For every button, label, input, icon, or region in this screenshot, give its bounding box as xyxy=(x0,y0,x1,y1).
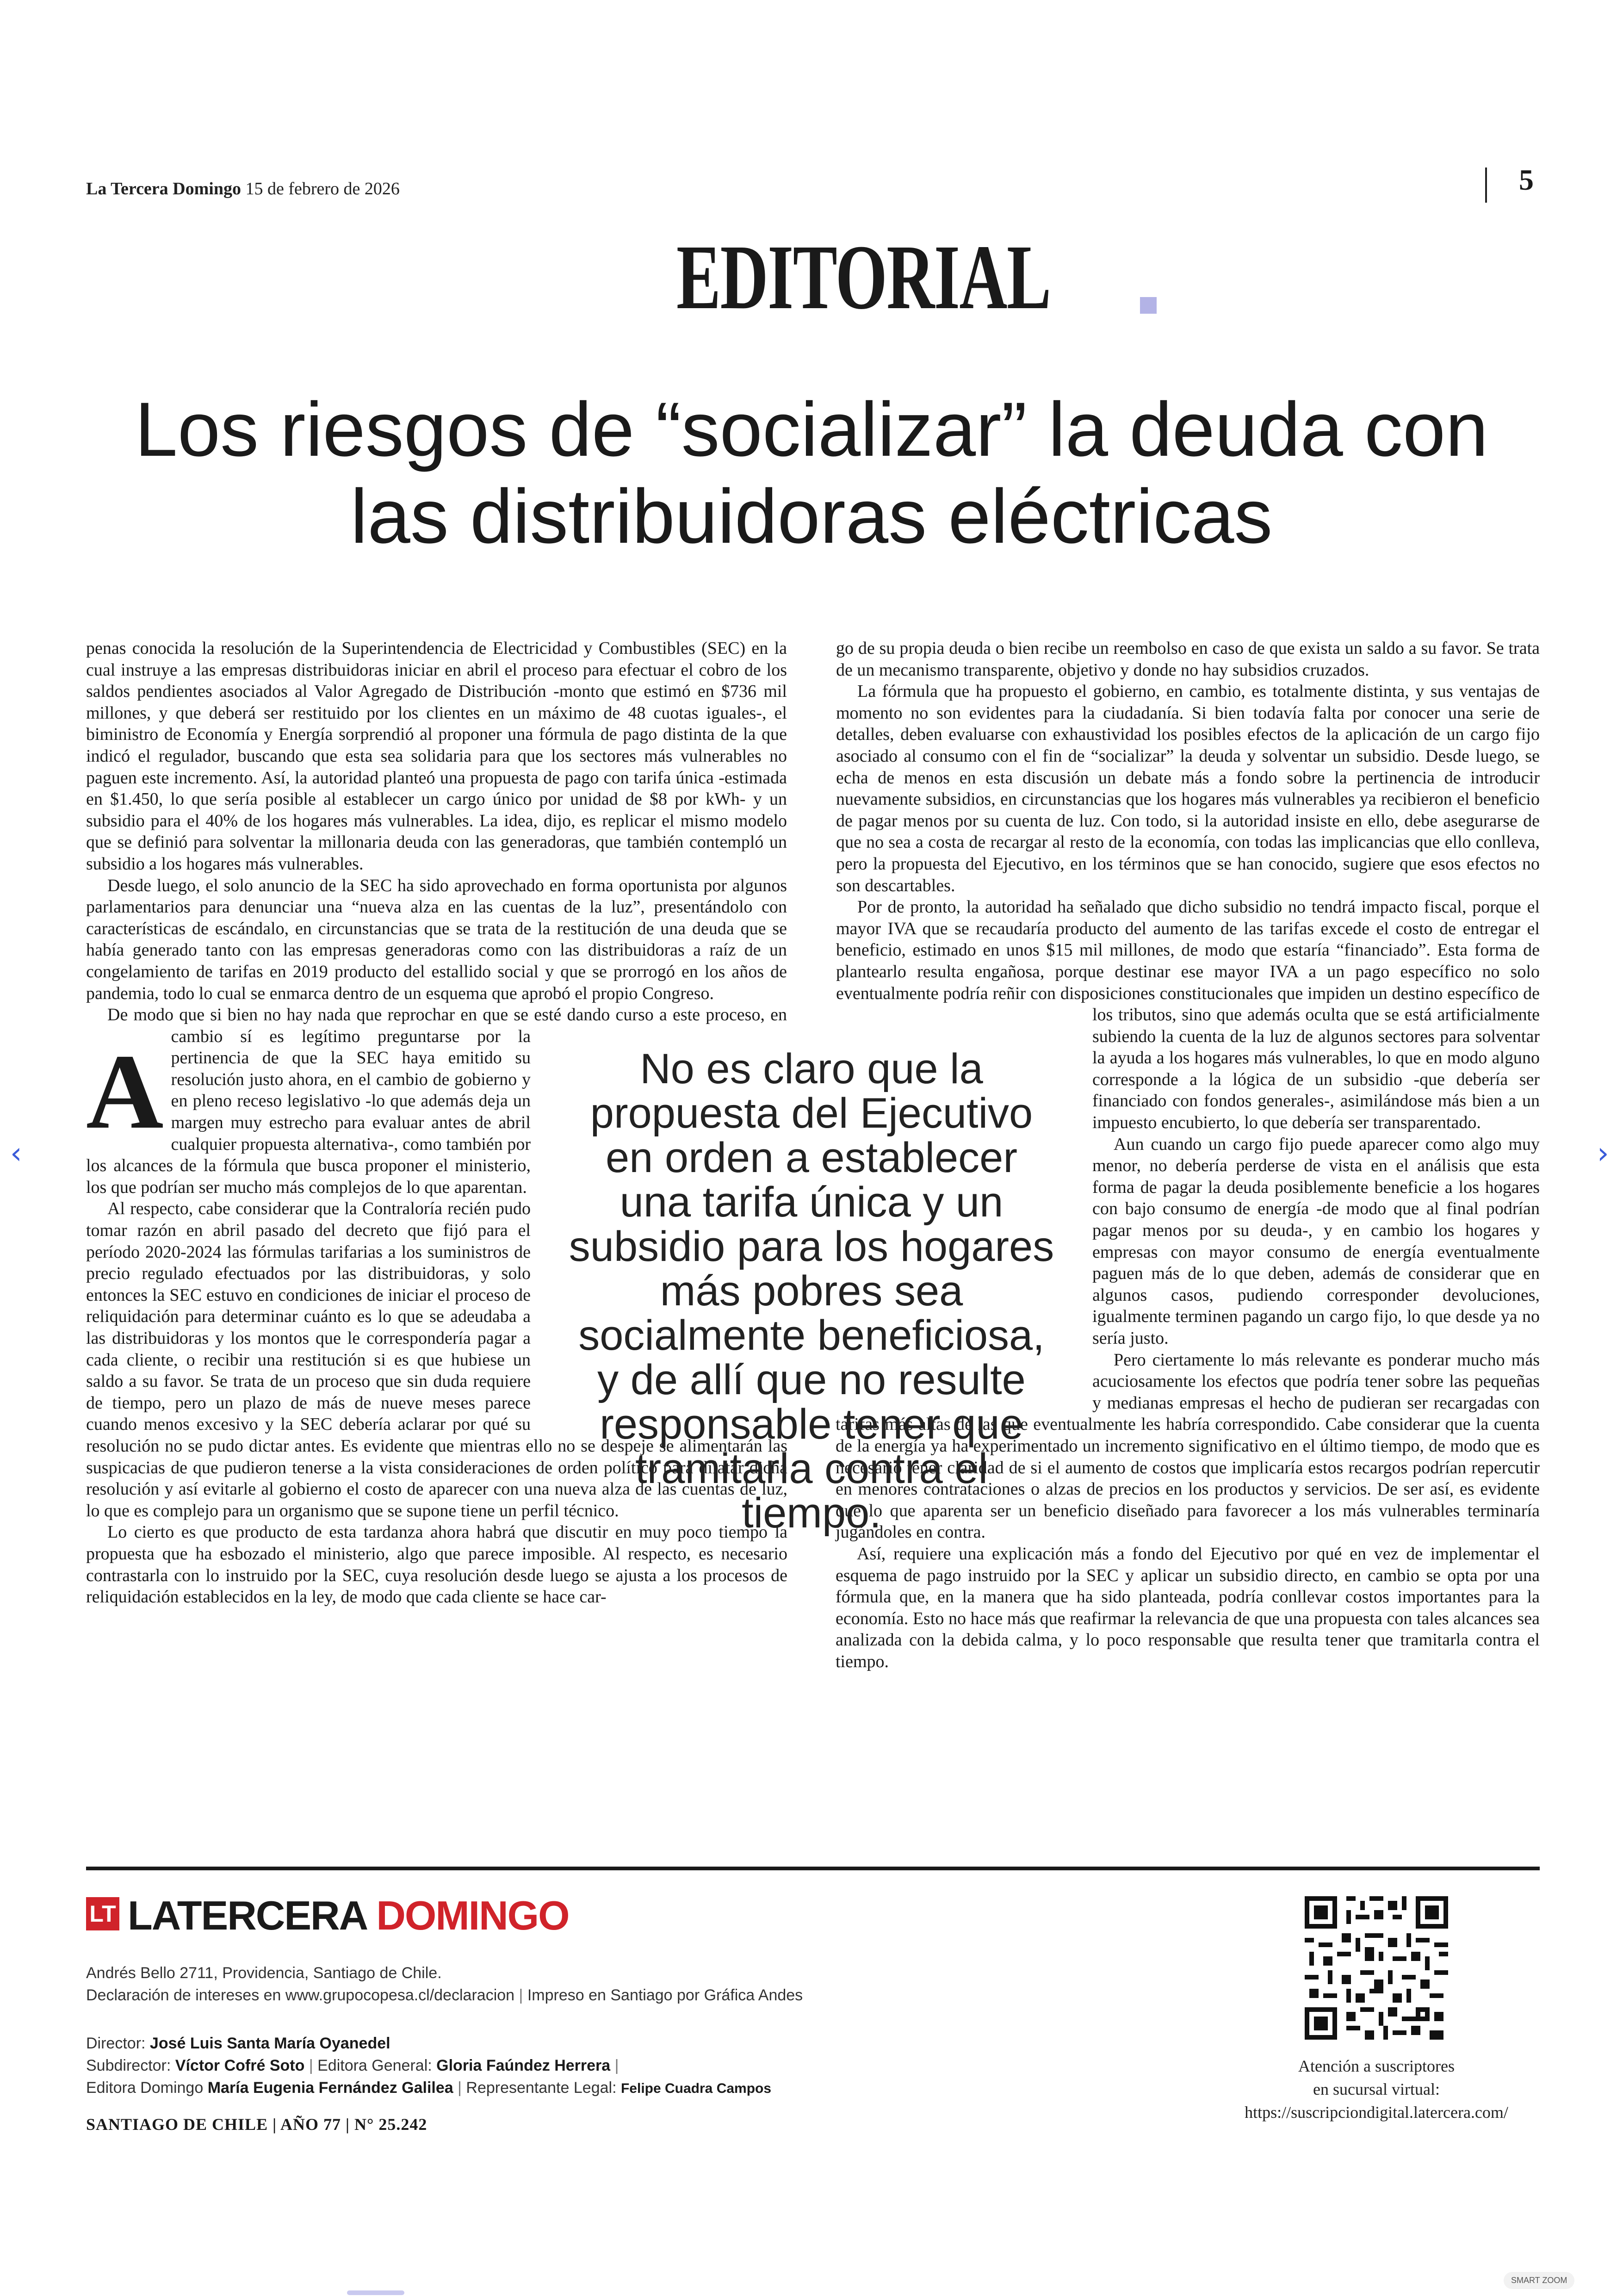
declaration-line: Declaración de intereses en www.grupocopesa.cl/declaracion | Impreso en Santiago por Gráfica Andes xyxy=(86,1986,803,2004)
qr-code-icon[interactable] xyxy=(1300,1892,1453,2044)
dropcap: A xyxy=(86,1032,164,1151)
section-title: EDITORIAL xyxy=(676,226,1051,329)
publication-name: La Tercera Domingo xyxy=(86,179,241,199)
editora-domingo-name: María Eugenia Fernández Galilea xyxy=(207,2079,453,2097)
paragraph: Pero ciertamente lo más relevante es ponderar mucho más acuciosamente los efectos que podría tener sobre las pequeñas y medianas empresas el hecho de pudieran ser recargadas con tarifas más altas de las que eventualmente les habría correspondido. Cabe considerar que la cuenta de la energía ya ha experimentado un incremento significativo en el último tiempo, de modo que es necesario tener claridad de si el aumento de costos que implicaría estos recargos podrían repercutir en menores contrataciones o alzas de precios en los productos y servicios. De ser así, es evidente que lo que aparenta ser un beneficio diseñado para favorecer a los más vulnerables terminaría jugándoles en contra. xyxy=(836,1350,1540,1542)
pull-quote: No es claro que la propuesta del Ejecutivo en orden a establecer una tarifa única y un subsidio para los hogares más pobres sea socialmente beneficiosa, y de allí que no resulte responsable tener que tramitarla contra el tiempo. xyxy=(569,1045,1054,1537)
editora-general-name: Gloria Faúndez Herrera xyxy=(436,2057,611,2074)
paragraph: Así, requiere una explicación más a fondo del Ejecutivo por qué en vez de implementar el esquema de pago instruido por la SEC y aplicar un subsidio directo, en cambio se opta por una fórmula que, en la manera que ha sido planteada, podría conllevar costos importantes para la economía. Esto no hace más que reafirmar la relevancia de que una propuesta con tales alcances sea analizada con la debida calma, y lo poco responsable que resulta tener que tramitarla contra el tiempo. xyxy=(836,1544,1540,1671)
director-line: Director: José Luis Santa María Oyanedel xyxy=(86,2035,390,2052)
headline xyxy=(86,386,1537,560)
small-marker-icon xyxy=(1140,297,1157,314)
headline-line-2: las distribuidoras eléctricas xyxy=(350,474,1273,559)
logo-wordmark-part-2: DOMINGO xyxy=(376,1893,569,1938)
logo-wordmark xyxy=(128,1893,569,1939)
header-divider xyxy=(1485,168,1487,203)
representante-name: Felipe Cuadra Campos xyxy=(620,2081,772,2096)
paragraph: De modo que si bien no hay nada que reprochar en que se esté dando curso a este proceso, en cambio sí es legítimo preguntarse por la pertinencia de que la SEC haya emitido su resolución justo ahora, en el cambio de gobierno y en pleno receso legislativo -lo que además deja un margen muy estrecho para evaluar antes de abril cualquier propuesta alternativa-, como también por los alcances de la fórmula que busca proponer el ministerio, los que podrían ser mucho más complejos de lo que aparentan. xyxy=(86,1005,787,1197)
footer-divider xyxy=(86,1867,1540,1870)
paragraph: penas conocida la resolución de la Superintendencia de Electricidad y Combustibles (SEC) en la cual instruye a las empresas distribuidoras iniciar en abril el proceso para efectuar el cobro de los saldos pendientes asociados al Valor Agregado de Distribución -monto que estimó en $736 mil millones, y que deberá ser restituido por los clientes en un máximo de 48 cuotas iguales-, el biministro de Economía y Energía sorprendió al proponer una fórmula de pago distinta de la que indicó el regulador, buscando que esta sea solidaria para que los sectores más vulnerables no paguen este incremento. Así, la autoridad planteó una propuesta de pago con tarifa única -estimada en $1.450, lo que sería posible al establecer un cargo único por unidad de $8 por kWh- y un subsidio para el 40% de los hogares más vulnerables. La idea, dijo, es replicar el mismo modelo que se definió para solventar la millonaria deuda con las generadoras, que también contempló un subsidio a los hogares más vulnerables. xyxy=(86,639,787,874)
editora-line: Editora Domingo María Eugenia Fernández Galilea | Representante Legal: Felipe Cuadra Campos xyxy=(86,2079,772,2097)
city-year-number: SANTIAGO DE CHILE | AÑO 77 | N° 25.242 xyxy=(86,2115,427,2134)
paragraph: Al respecto, cabe considerar que la Contraloría recién pudo tomar razón en abril pasado del decreto que fijó para el período 2020-2024 las fórmulas tarifarias a los suministros de precio regulado efectuados por las distribuidoras, y solo entonces la SEC estuvo en condiciones de iniciar el proceso de reliquidación para determinar cuánto es lo que se adeudaba a las distribuidoras y los montos que le correspondería pagar a cada cliente, o recibir una restitución si es que hubiese un saldo a su favor. Se trata de un proceso que sin duda requiere de tiempo, pero un plazo de más de nueve meses parece cuando menos excesivo y la SEC debería aclarar por qué su resolución no se pudo dictar antes. Es evidente que mientras ello no se despeje se alimentarán las suspicacias de que pudieron tenerse a la vista consideraciones de orden político para dilatar dicha resolución y así evitarle al gobierno el costo de aparecer con una nueva alza de las cuentas de luz, lo que es complejo para un organismo que se supone tiene un perfil técnico. xyxy=(86,1199,787,1520)
logo-wordmark-part-1: LATERCERA xyxy=(128,1893,366,1938)
paragraph: Lo cierto es que producto de esta tardanza ahora habrá que discutir en muy poco tiempo la propuesta que ha esbozado el ministerio, algo que parece imposible. Al respecto, es necesario contrastarla con lo instruido por la SEC, cuya resolución desde luego se ajusta a los procesos de reliquidación establecidos en la ley, de modo que cada cliente se hace car- xyxy=(86,1522,787,1607)
paragraph: Por de pronto, la autoridad ha señalado que dicho subsidio no tendrá impacto fiscal, porque el mayor IVA que se recaudaría producto del aumento de las tarifas excede el costo de entregar el beneficio, estimado en unos $15 mil millones, de modo que estaría “financiado”. Esta forma de plantearlo resulta engañosa, porque destinar ese mayor IVA a un pago específico no solo eventualmente podría reñir con disposiciones constitucionales que impiden un destino específico de los tributos, sino que además oculta que se está artificialmente subiendo la cuenta de la luz de algunos sectores para solventar la ayuda a los hogares más vulnerables, lo que en modo alguno corresponde a la lógica de un subsidio -que debería ser financiado con fondos generales-, asimilándose más bien a un impuesto encubierto, lo que debería ser transparentado. xyxy=(836,897,1540,1133)
page-header xyxy=(86,179,400,199)
declaration-text: Declaración de intereses en www.grupocopesa.cl/declaracion xyxy=(86,1986,515,2004)
printed-text: Impreso en Santiago por Gráfica Andes xyxy=(527,1986,803,2004)
paragraph: Aun cuando un cargo fijo puede aparecer como algo muy menor, no debería perderse de vista en el análisis que esta forma de pagar la deuda posiblemente beneficie a los hogares con bajo consumo de energía -de modo que al final podrían pagar menos por su deuda-, y en cambio los hogares y empresas con mayor consumo de energía eventualmente paguen más de lo que deben, además de considerar que en algunos casos, pudiendo corresponder devoluciones, igualmente terminen pagando un cargo fijo, lo que desde ya no sería justo. xyxy=(1092,1134,1540,1348)
paragraph: go de su propia deuda o bien recibe un reembolso en caso de que exista un saldo a su favor. Se trata de un mecanismo transparente, objetivo y donde no hay subsidios cruzados. xyxy=(836,639,1540,680)
publication-date: 15 de febrero de 2026 xyxy=(245,179,400,199)
subscription-link[interactable]: https://suscripciondigital.latercera.com/ xyxy=(1245,2103,1508,2122)
logo-mark: LT xyxy=(86,1897,119,1930)
page-number: 5 xyxy=(1519,163,1534,196)
subdirector-name: Víctor Cofré Soto xyxy=(175,2057,305,2074)
address: Andrés Bello 2711, Providencia, Santiago de Chile. xyxy=(86,1964,442,1982)
smart-zoom-button[interactable]: SMART ZOOM xyxy=(1504,2272,1574,2289)
qr-caption: Atención a suscriptores en sucursal virtual: https://suscripciondigital.latercera.com/ xyxy=(1203,2054,1550,2124)
next-page-arrow-icon[interactable]: › xyxy=(1597,1136,1609,1171)
director-name: José Luis Santa María Oyanedel xyxy=(149,2035,390,2052)
paragraph: Desde luego, el solo anuncio de la SEC ha sido aprovechado en forma oportunista por algunos parlamentarios para denunciar una “nueva alza en las cuentas de la luz”, presentándolo con características de escándalo, en circunstancias que se trata de la restitución de una deuda que se había generado tanto con las empresas generadoras como con las distribuidoras a raíz de un congelamiento de tarifas en 2019 producto del estallido social y que se prorrogó en los años de pandemia, todo lo cual se enmarca dentro de un esquema que aprobó el propio Congreso. xyxy=(86,875,787,1003)
horizontal-scrollbar[interactable] xyxy=(347,2290,404,2295)
headline-line-1: Los riesgos de “socializar” la deuda con xyxy=(135,387,1488,472)
paragraph: La fórmula que ha propuesto el gobierno, en cambio, es totalmente distinta, y sus ventajas de momento no son evidentes para la ciudadanía. Si bien todavía falta por conocer una serie de detalles, deben evaluarse con exhaustividad los posibles efectos de la aplicación de un cargo fijo asociado al consumo con el fin de “socializar” la deuda y solventar un subsidio. Desde luego, se echa de menos en esta discusión un debate más a fondo sobre la pertinencia de introducir nuevamente subsidios, en circunstancias que los hogares más vulnerables ya recibieron el beneficio de pagar menos por su cuenta de luz. Con todo, si la autoridad insiste en ello, debe asegurarse de que no sea a costa de recargar al resto de la economía, con todas las implicancias que ello conlleva, pero la propuesta del Ejecutivo, en los términos que se han conocido, sugiere que esos efectos no son descartables. xyxy=(836,682,1540,895)
previous-page-arrow-icon[interactable]: ‹ xyxy=(10,1136,22,1171)
subdirector-line: Subdirector: Víctor Cofré Soto | Editora General: Gloria Faúndez Herrera | xyxy=(86,2057,619,2074)
